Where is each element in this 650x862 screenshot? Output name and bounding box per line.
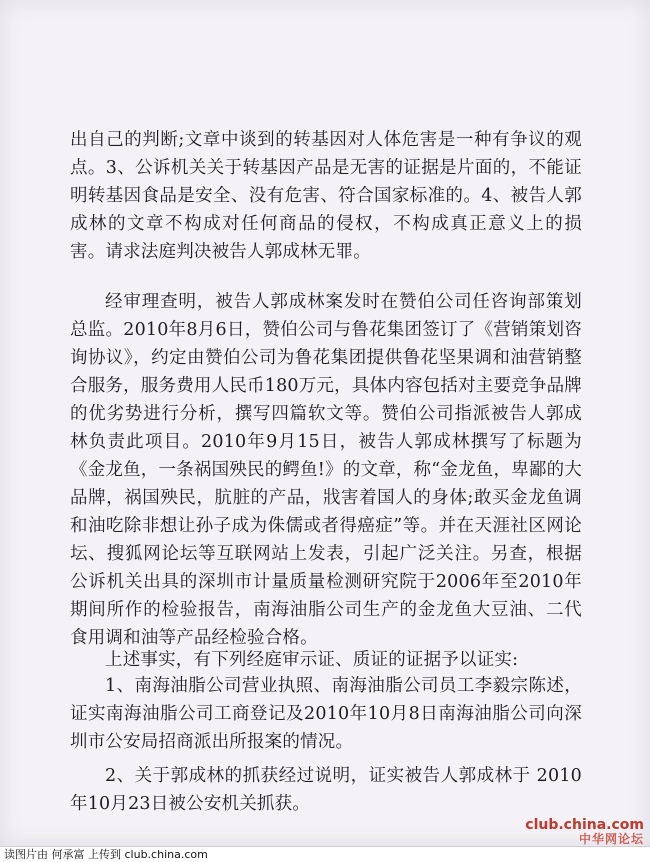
site-watermark — [525, 818, 644, 845]
paragraph-evidence-intro: 上述事实，有下列经庭审示证、质证的证据予以证实: — [105, 650, 519, 670]
paragraph-evidence-1: 1、南海油脂公司营业执照、南海油脂公司员工李毅宗陈述，证实南海油脂公司工商登记及2010年10月8日南海油脂公司向深圳市公安局招商派出所报案的情况。 — [70, 676, 582, 752]
paragraph-findings: 经审理查明，被告人郭成林案发时在赞伯公司任咨询部策划总监。2010年8月6日，赞伯公司与鲁花集团签订了《营销策划咨询协议》，约定由赞伯公司为鲁花集团提供鲁花坚果调和油营销整合服务，服务费用人民币180万元，具体内容包括对主要竞争品牌的优劣势进行分析，撰写四篇软文等。赞伯公司指派被告人郭成林负责此项目。2010年9月15日，被告人郭成林撰写了标题为《金龙鱼，一条祸国殃民的鳄鱼!》的文章，称“金龙鱼，卑鄙的大品牌，祸国殃民，肮脏的产品，戕害着国人的身体;敢买金龙鱼调和油吃除非想让孙子成为侏儒或者得癌症”等。并在天涯社区网论坛、搜狐网论坛等互联网站上发表，引起广泛关注。另查，根据公诉机关出具的深圳市计量质量检测研究院于2006年至2010年期间所作的检验报告，南海油脂公司生产的金龙鱼大豆油、二代食用调和油等产品经检验合格。 — [70, 292, 582, 648]
upload-caption-text: 读图片由 何承富 上传到 club.china.com — [4, 848, 208, 861]
watermark-domain: club.china.com — [525, 817, 644, 833]
upload-caption-bar — [0, 846, 650, 862]
watermark-forum-name: 中华网论坛 — [578, 832, 644, 846]
paragraph-defense-arguments: 出自己的判断;文章中谈到的转基因对人体危害是一种有争议的观点。3、公诉机关关于转基因产品是无害的证据是片面的，不能证明转基因食品是安全、没有危害、符合国家标准的。4、被告人郭成林的文章不构成对任何商品的侵权，不构成真正意义上的损害。请求法庭判决被告人郭成林无罪。 — [70, 130, 582, 262]
paragraph-evidence-2: 2、关于郭成林的抓获经过说明，证实被告人郭成林于 2010年10月23日被公安机关抓获。 — [70, 766, 582, 814]
